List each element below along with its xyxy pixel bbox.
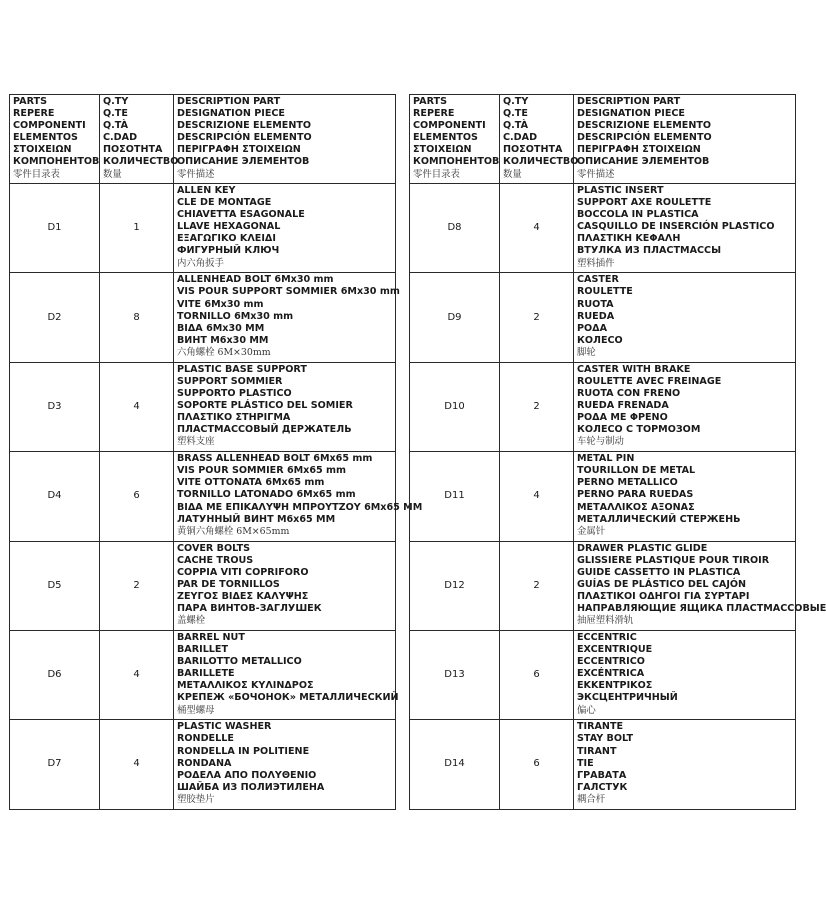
description-line: PERNO METALLICO [577,477,678,489]
table-row [410,273,796,362]
description-line: TIRANTE [577,721,624,733]
part-code: D12 [410,541,500,630]
header-qty-line: Q.TE [103,108,128,120]
description-line: RUOTA CON FRENO [577,387,681,399]
header-description [574,95,796,184]
part-code: D14 [410,720,500,809]
header-parts [10,95,100,184]
part-code: D6 [10,630,100,719]
description-line-chinese: 脚轮 [577,346,596,358]
description-line: КРЕПЕЖ «БОЧОНОК» МЕТАЛЛИЧЕСКИЙ [177,692,399,704]
part-quantity: 1 [100,184,174,273]
header-qty-line: Q.TY [103,96,129,107]
header-description-line: 零件描述 [177,168,215,180]
header-description-line: DESCRIPCIÓN ELEMENTO [577,132,712,144]
table-row [10,184,396,273]
description-line: BARREL NUT [177,631,245,643]
description-line: ПАРА ВИНТОВ-ЗАГЛУШЕК [177,603,322,615]
part-description [174,273,400,362]
part-quantity: 2 [100,541,174,630]
description-line: ΒΙΔΑ 6Mx30 MM [177,322,265,334]
description-line-chinese: 偏心 [577,704,596,716]
header-parts-line: PARTS [13,96,47,107]
table-header-row [10,95,396,184]
parts-list-right [410,184,826,810]
table-row [410,720,796,809]
header-qty-line: КОЛИЧЕСТВО [503,156,579,168]
description-line: EXCENTRIQUE [577,644,653,656]
description-line: RONDELLA IN POLITIENE [177,745,310,757]
part-quantity: 2 [500,273,574,362]
description-line: SUPPORT SOMMIER [177,375,283,387]
header-description-line: ΠΕΡΙΓΡΑΦΗ ΣΤΟΙΧΕΙΩΝ [577,144,701,156]
description-line: ECCENTRICO [577,656,645,668]
part-quantity: 6 [500,630,574,719]
part-code: D1 [10,184,100,273]
header-description-line: DESCRIPTION PART [177,96,281,107]
description-line: ВТУЛКА ИЗ ПЛАСТМАССЫ [577,245,722,257]
description-line: GUÍAS DE PLÁSTICO DEL CAJÓN [577,578,747,590]
description-line: BARILLETE [177,668,235,680]
description-line-chinese: 黄铜六角螺栓 6M×65mm [177,525,290,537]
header-parts-line: КОМПОНЕНТОВ [413,156,500,168]
description-line: PLASTIC WASHER [177,721,272,733]
header-qty-line: Q.TÀ [103,120,129,132]
description-line: GLISSIERE PLASTIQUE POUR TIROIR [577,554,770,566]
description-line-chinese: 耦合杆 [577,793,606,805]
description-line: ШАЙБА ИЗ ПОЛИЭТИЛЕНА [177,781,325,793]
description-line: VIS POUR SOMMIER 6Mx65 mm [177,465,347,477]
part-code: D10 [410,362,500,451]
part-code: D11 [410,452,500,541]
table-row [410,362,796,451]
description-line: ALLEN KEY [177,185,236,196]
header-description-line: DESIGNATION PIECE [177,108,285,120]
description-line: PLASTIC INSERT [577,185,664,196]
part-code: D2 [10,273,100,362]
header-parts-line: COMPONENTI [13,120,86,132]
description-line-chinese: 塑料支座 [177,436,215,448]
part-code: D3 [10,362,100,451]
header-parts [410,95,500,184]
header-parts-line: ELEMENTOS [413,132,478,144]
description-line: VITE 6Mx30 mm [177,298,264,310]
header-qty-line: Q.TY [503,96,529,107]
header-qty-line: 数量 [103,168,122,180]
description-line: ΜΕΤΑΛΛΙΚΟΣ ΑΞΟΝΑΣ [577,501,695,513]
part-quantity: 4 [100,630,174,719]
description-line: ECCENTRIC [577,631,637,643]
part-description [174,184,396,273]
description-line: TIRANT [577,745,617,757]
description-line: ΖΕΥΓΟΣ ΒΙΔΕΣ ΚΑΛΥΨΗΣ [177,590,309,602]
part-description [574,720,796,809]
part-code: D9 [410,273,500,362]
header-description-line: ОПИСАНИЕ ЭЛЕМЕНТОВ [177,156,310,168]
table-row [10,452,396,541]
header-parts-line: КОМПОНЕНТОВ [13,156,100,168]
description-line: RONDANA [177,757,232,769]
part-quantity: 6 [100,452,174,541]
description-line: TIE [577,757,594,769]
header-description-line: DESCRIZIONE ELEMENTO [177,120,312,132]
description-line: ΓΡΑΒΑΤΑ [577,769,627,781]
table-row [410,184,796,273]
description-line-chinese: 六角螺栓 6M×30mm [177,346,271,358]
description-line: SUPPORT AXE ROULETTE [577,197,712,209]
part-description [574,184,796,273]
description-line: ЭКСЦЕНТРИЧНЫЙ [577,692,678,704]
part-quantity: 4 [500,452,574,541]
table-row [410,630,796,719]
description-line: ПЛАСТМАССОВЫЙ ДЕРЖАТЕЛЬ [177,424,352,436]
header-qty-line: КОЛИЧЕСТВО [103,156,179,168]
table-row [410,541,796,630]
table-row [10,630,396,719]
part-code: D13 [410,630,500,719]
header-description-line: DESCRIPTION PART [577,96,681,107]
part-description [574,273,796,362]
table-row [410,452,796,541]
description-line: CASQUILLO DE INSERCIÓN PLASTICO [577,221,775,233]
description-line: SOPORTE PLÁSTICO DEL SOMIER [177,400,353,412]
header-qty-line: C.DAD [503,132,538,144]
part-code: D8 [410,184,500,273]
description-line: CASTER WITH BRAKE [577,363,691,375]
part-quantity: 4 [100,362,174,451]
description-line: ΡΟΔΕΛΑ ΑΠΟ ΠΟΛΥΘΕΝΙΟ [177,769,317,781]
part-code: D5 [10,541,100,630]
header-qty-line: 数量 [503,168,522,180]
description-line-chinese: 抽屉塑料滑轨 [577,615,634,627]
description-line: VITE OTTONATA 6Mx65 mm [177,477,325,489]
description-line: PLASTIC BASE SUPPORT [177,363,307,375]
description-line: ROULETTE AVEC FREINAGE [577,375,722,387]
part-description [174,452,423,541]
header-parts-line: ΣΤΟΙΧΕΙΩΝ [413,144,472,156]
part-code: D4 [10,452,100,541]
description-line: НАПРАВЛЯЮЩИЕ ЯЩИКА ПЛАСТМАССОВЫЕ [577,603,826,615]
parts-list-left [10,184,423,810]
description-line: COPPIA VITI COPRIFORO [177,566,309,578]
description-line: GUIDE CASSETTO IN PLASTICA [577,566,741,578]
description-line: МЕТАЛЛИЧЕСКИЙ СТЕРЖЕНЬ [577,513,741,525]
header-qty-line: ΠΟΣΟΤΗΤΑ [503,144,563,156]
description-line: BARILOTTO METALLICO [177,656,302,668]
description-line: TOURILLON DE METAL [577,465,696,477]
description-line: КОЛЕСО С ТОРМОЗОМ [577,424,701,436]
description-line: BOCCOLA IN PLASTICA [577,209,699,221]
description-line: ΠΛΑΣΤΙΚΗ ΚΕΦΑΛΗ [577,233,681,245]
description-line: BRASS ALLENHEAD BOLT 6Mx65 mm [177,453,373,465]
header-parts-line: PARTS [413,96,447,107]
description-line-chinese: 桶型螺母 [177,704,215,716]
part-description [174,720,396,809]
part-quantity: 8 [100,273,174,362]
part-code: D7 [10,720,100,809]
description-line: DRAWER PLASTIC GLIDE [577,542,708,554]
description-line: ΠΛΑΣΤΙΚΟ ΣΤΗΡΙΓΜΑ [177,412,291,424]
part-quantity: 4 [500,184,574,273]
description-line: ΠΛΑΣΤΙΚΟΙ ΟΔΗΓΟΙ ΓΙΑ ΣΥΡΤΑΡΙ [577,590,750,602]
header-parts-line: COMPONENTI [413,120,486,132]
part-description [174,362,396,451]
parts-table-right [409,94,826,810]
description-line: ΜΕΤΑΛΛΙΚΟΣ ΚΥΛΙΝΔΡΟΣ [177,680,314,692]
description-line: COVER BOLTS [177,542,251,554]
header-parts-line: ELEMENTOS [13,132,78,144]
header-description [174,95,396,184]
description-line-chinese: 盖螺栓 [177,615,206,627]
header-description-line: DESCRIZIONE ELEMENTO [577,120,712,132]
table-row [10,362,396,451]
part-description [174,630,399,719]
description-line: TORNILLO LATONADO 6Mx65 mm [177,489,356,501]
description-line: TORNILLO 6Mx30 mm [177,310,294,322]
header-description-line: ΠΕΡΙΓΡΑΦΗ ΣΤΟΙΧΕΙΩΝ [177,144,301,156]
header-qty [100,95,179,184]
description-line: ΕΚΚΕΝΤΡΙΚΟΣ [577,680,653,692]
part-description [574,452,796,541]
description-line: RUOTA [577,298,614,310]
header-qty [500,95,579,184]
part-description [574,630,796,719]
part-quantity: 2 [500,541,574,630]
header-qty-line: Q.TE [503,108,528,120]
description-line-chinese: 内六角扳手 [177,257,224,269]
part-description [574,362,796,451]
description-line: SUPPORTO PLASTICO [177,387,292,399]
description-line: RUEDA [577,310,615,322]
description-line: RONDELLE [177,733,234,745]
description-line: STAY BOLT [577,733,634,745]
description-line: CHIAVETTA ESAGONALE [177,209,305,221]
description-line: RUEDA FRENADA [577,400,669,412]
description-line: CLE DE MONTAGE [177,197,272,209]
description-line: ЛАТУННЫЙ ВИНТ M6x65 MM [177,513,336,525]
description-line-chinese: 车轮与制动 [577,436,624,448]
table-row [10,541,396,630]
header-description-line: ОПИСАНИЕ ЭЛЕМЕНТОВ [577,156,710,168]
header-description-line: DESIGNATION PIECE [577,108,685,120]
header-description-line: DESCRIPCIÓN ELEMENTO [177,132,312,144]
table-row [10,273,396,362]
description-line-chinese: 金属针 [577,525,606,537]
description-line: LLAVE HEXAGONAL [177,221,281,233]
header-parts-line: ΣΤΟΙΧΕΙΩΝ [13,144,72,156]
header-parts-line: 零件目录表 [413,168,460,180]
part-quantity: 2 [500,362,574,451]
description-line: ΡΟΔΑ ΜΕ ΦΡΕΝΟ [577,412,668,424]
part-quantity: 4 [100,720,174,809]
description-line-chinese: 塑胶垫片 [177,793,215,805]
description-line-chinese: 塑料插件 [577,257,615,269]
description-line: BARILLET [177,644,229,656]
header-qty-line: Q.TÀ [503,120,529,132]
description-line: EXCÉNTRICA [577,668,645,680]
description-line: ФИГУРНЫЙ КЛЮЧ [177,245,280,257]
description-line: VIS POUR SUPPORT SOMMIER 6Mx30 mm [177,286,400,298]
header-qty-line: C.DAD [103,132,138,144]
description-line: ΒΙΔΑ ΜΕ ΕΠΙΚΑΛΥΨΗ ΜΠΡΟΥΤΖΟΥ 6Mx65 MM [177,501,423,513]
description-line: CASTER [577,274,619,286]
description-line: ГАЛСТУК [577,781,628,793]
header-parts-line: REPERE [413,108,455,120]
header-parts-line: 零件目录表 [13,168,60,180]
part-description [174,541,396,630]
description-line: КОЛЕСО [577,334,623,346]
description-line: ВИНТ M6x30 MM [177,334,269,346]
header-qty-line: ΠΟΣΟΤΗΤΑ [103,144,163,156]
description-line: CACHE TROUS [177,554,254,566]
description-line: PAR DE TORNILLOS [177,578,280,590]
parts-table-left [9,94,423,810]
description-line: ΡΟΔΑ [577,322,608,334]
table-row [10,720,396,809]
description-line: METAL PIN [577,453,635,465]
header-parts-line: REPERE [13,108,55,120]
description-line: ΕΞΑΓΩΓΙΚΟ ΚΛΕΙΔΙ [177,233,276,245]
header-description-line: 零件描述 [577,168,615,180]
part-quantity: 6 [500,720,574,809]
description-line: ROULETTE [577,286,633,298]
description-line: ALLENHEAD BOLT 6Mx30 mm [177,274,334,286]
description-line: PERNO PARA RUEDAS [577,489,694,501]
table-header-row [410,95,796,184]
part-description [574,541,826,630]
